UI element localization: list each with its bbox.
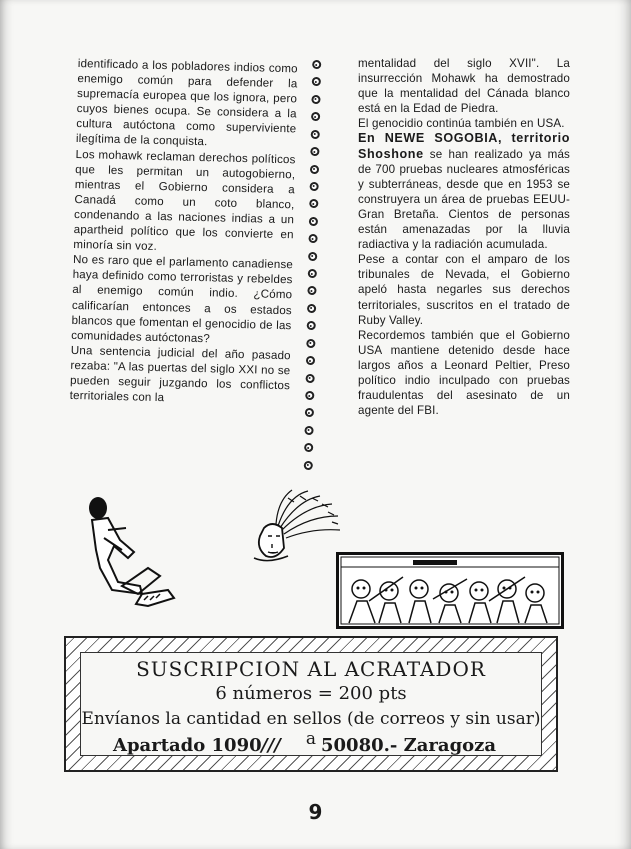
subscription-panel <box>80 652 542 756</box>
postal-box: Apartado 1090 <box>113 735 262 756</box>
right-paragraph-3 <box>358 131 570 252</box>
shoshone-heading: En NEWE SOGOBIA, territorio Shoshone <box>358 131 570 161</box>
right-paragraph-5: Recordemos también que el Gobierno USA mantiene detenido desde hace largos años a Leonard Peltier, Preso político indio inculpado con pruebas fraudulentas del asesinato de un agente del FBI. <box>358 328 570 418</box>
divider-ornament-icon <box>304 408 313 417</box>
left-paragraph-4: Una sentencia judicial del año pasado rezaba: "A las puertas del siglo XXI no se pueden seguir juzgando los conflictos territoriales con la <box>69 343 291 405</box>
divider-ornament-icon <box>305 356 314 365</box>
divider-ornament-icon <box>309 199 318 208</box>
divider-ornament-icon <box>308 234 317 243</box>
divider-ornament-icon <box>312 60 321 69</box>
column-divider <box>301 60 324 470</box>
divider-ornament-icon <box>309 164 318 173</box>
shoshone-text: se han realizado ya más de 700 pruebas nucleares atmosféricas y subterráneas, desde que en 1953 se construyera un área de pruebas EEUU-Gran Bretaña. Cientos de personas están amenazadas por la lluvia radiactiva y la radiación acumulada. <box>358 147 570 252</box>
divider-ornament-icon <box>305 373 314 382</box>
divider-ornament-icon <box>307 286 316 295</box>
divider-ornament-icon <box>308 252 317 261</box>
divider-ornament-icon <box>311 112 320 121</box>
left-paragraph-1: identificado a los pobladores indios como enemigo común para defender la supremacía europea que los ignora, pero cuyos bienes ocupa. Se considera a la cultura autóctona como superviviente ilegítima de la conquista. <box>75 56 298 149</box>
right-paragraph-4: Pese a contar con el amparo de los tribunales de Nevada, el Gobierno apeló hasta negarles sus derechos territoriales, suscritos en el tratado de Ruby Valley. <box>358 253 570 327</box>
page-number: 9 <box>308 800 323 824</box>
subscription-issues: 6 números = 200 pts <box>215 683 407 704</box>
headdress-illustration <box>248 486 343 566</box>
masked-figure-illustration <box>78 490 208 620</box>
divider-ornament-icon <box>311 95 320 104</box>
right-paragraph-2: El genocidio continúa también en USA. <box>358 117 565 131</box>
divider-ornament-icon <box>310 147 319 156</box>
divider-ornament-icon <box>306 304 315 313</box>
subscription-box <box>64 636 558 772</box>
subscription-instructions: Envíanos la cantidad en sellos (de correos y sin usar) a <box>81 709 541 749</box>
left-column <box>70 56 298 408</box>
divider-ornament-icon <box>310 130 319 139</box>
right-paragraph-1: mentalidad del siglo XVII". La insurrección Mohawk ha demostrado que la mentalidad del Cánada blanco está en la Edad de Piedra. <box>358 57 570 116</box>
subscription-title: SUSCRIPCION AL ACRATADOR <box>136 657 486 681</box>
left-paragraph-3: No es raro que el parlamento canadiense haya definido como terroristas y rebeldes al enemigo común indio. ¿Cómo calificarían entonces a os estados blancos que fomentan el genocidio de las comunidades autóctonas? <box>71 253 294 345</box>
divider-ornament-icon <box>311 77 320 86</box>
divider-ornament-icon <box>305 391 314 400</box>
address-separator: /// <box>261 735 281 756</box>
right-column <box>358 56 570 418</box>
divider-ornament-icon <box>306 321 315 330</box>
comic-strip-illustration <box>336 552 564 629</box>
divider-ornament-icon <box>309 182 318 191</box>
divider-ornament-icon <box>304 426 313 435</box>
divider-ornament-icon <box>308 217 317 226</box>
left-paragraph-2: Los mohawk reclaman derechos políticos que les permitan un autogobierno, mientras el Gobierno considera a Canadá como un coto blanco, condenando a las naciones indias a un apartheid político que los convierte en minoría sin voz. <box>73 147 296 254</box>
divider-ornament-icon <box>303 461 312 470</box>
divider-ornament-icon <box>307 269 316 278</box>
postal-city: 50080.- Zaragoza <box>321 735 497 756</box>
divider-ornament-icon <box>306 339 315 348</box>
divider-ornament-icon <box>304 443 313 452</box>
comic-strip-drawing <box>339 555 561 626</box>
